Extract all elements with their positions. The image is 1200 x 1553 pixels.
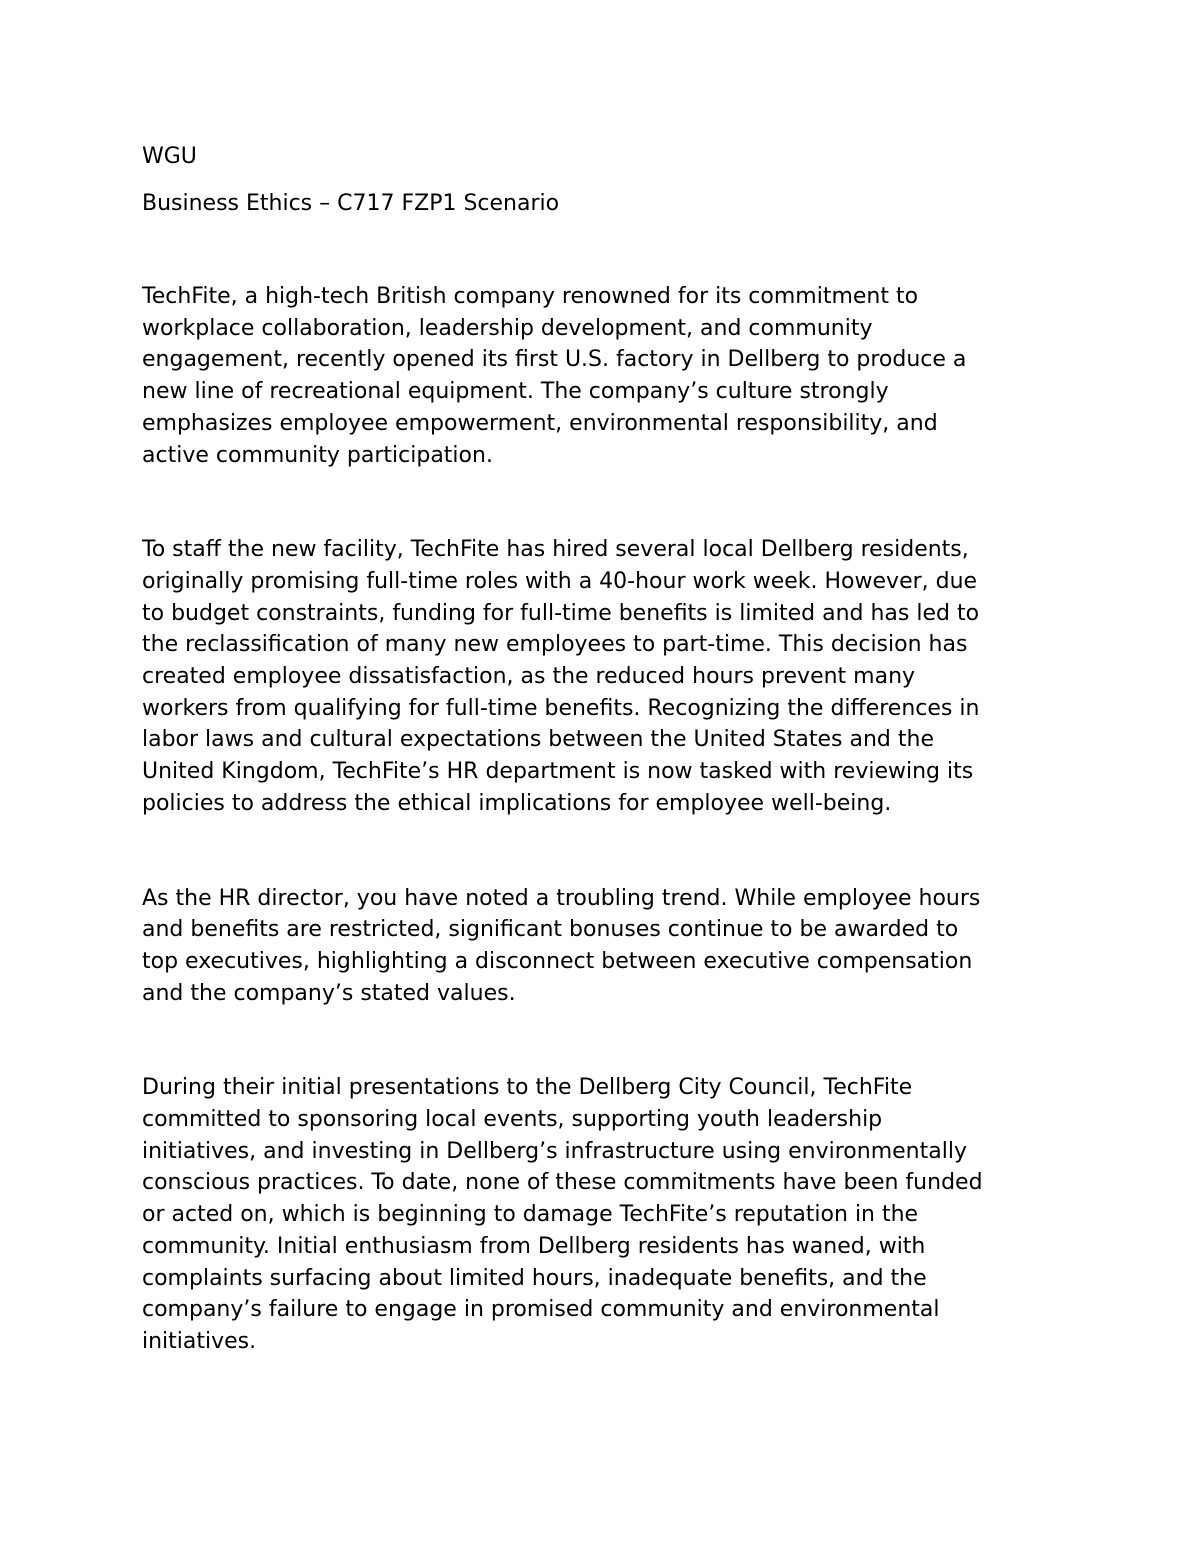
paragraph-line: top executives, highlighting a disconnect between executive compensation: [142, 948, 973, 974]
paragraph-line: created employee dissatisfaction, as the reduced hours prevent many: [142, 664, 916, 690]
paragraph-line: initiatives, and investing in Dellberg’s infrastructure using environmentally: [142, 1138, 967, 1164]
paragraph-line: new line of recreational equipment. The company’s culture strongly: [142, 379, 889, 405]
paragraph-company-overview: [142, 281, 1052, 471]
paragraph-line: initiatives.: [142, 1328, 257, 1354]
paragraph-line: originally promising full-time roles with a 40-hour work week. However, due: [142, 568, 978, 594]
paragraph-line: or acted on, which is beginning to damage TechFite’s reputation in the: [142, 1202, 919, 1228]
paragraph-line: and benefits are restricted, significant bonuses continue to be awarded to: [142, 917, 959, 943]
paragraph-executive-compensation: [142, 883, 1052, 1010]
paragraph-line: complaints surfacing about limited hours, inadequate benefits, and the: [142, 1265, 927, 1291]
paragraph-line: TechFite, a high-tech British company renowned for its commitment to: [142, 284, 919, 309]
paragraph-community-commitments: [142, 1072, 1052, 1357]
paragraph-line: labor laws and cultural expectations between the United States and the: [142, 727, 934, 753]
paragraph-line: company’s failure to engage in promised community and environmental: [142, 1297, 940, 1323]
paragraph-line: community. Initial enthusiasm from Dellberg residents has waned, with: [142, 1233, 926, 1259]
paragraph-spacer: [142, 820, 1052, 883]
paragraph-line: committed to sponsoring local events, supporting youth leadership: [142, 1107, 883, 1133]
paragraph-line: conscious practices. To date, none of these commitments have been funded: [142, 1170, 983, 1196]
paragraph-line: emphasizes employee empowerment, environmental responsibility, and: [142, 410, 938, 436]
paragraph-line: engagement, recently opened its first U.S. factory in Dellberg to produce a: [142, 347, 967, 373]
paragraph-line: As the HR director, you have noted a troubling trend. While employee hours: [142, 885, 981, 911]
paragraph-line: active community participation.: [142, 442, 493, 468]
paragraph-spacer: [142, 1009, 1052, 1072]
paragraph-line: To staff the new facility, TechFite has hired several local Dellberg residents,: [142, 537, 969, 563]
organization-name: WGU: [142, 144, 197, 169]
paragraph-line: workers from qualifying for full-time benefits. Recognizing the differences in: [142, 695, 980, 721]
paragraph-spacer: [142, 471, 1052, 534]
paragraph-line: During their initial presentations to the Dellberg City Council, TechFite: [142, 1075, 913, 1101]
document-title: Business Ethics – C717 FZP1 Scenario: [142, 191, 560, 216]
paragraph-line: the reclassification of many new employees to part-time. This decision has: [142, 632, 968, 658]
paragraph-line: policies to address the ethical implications for employee well-being.: [142, 790, 892, 816]
paragraph-line: and the company’s stated values.: [142, 980, 516, 1006]
document-body: [142, 141, 1052, 1358]
paragraph-staffing: [142, 534, 1052, 819]
paragraph-line: United Kingdom, TechFite’s HR department is now tasked with reviewing its: [142, 759, 974, 785]
paragraph-line: workplace collaboration, leadership development, and community: [142, 315, 873, 341]
paragraph-line: to budget constraints, funding for full-time benefits is limited and has led to: [142, 600, 980, 626]
